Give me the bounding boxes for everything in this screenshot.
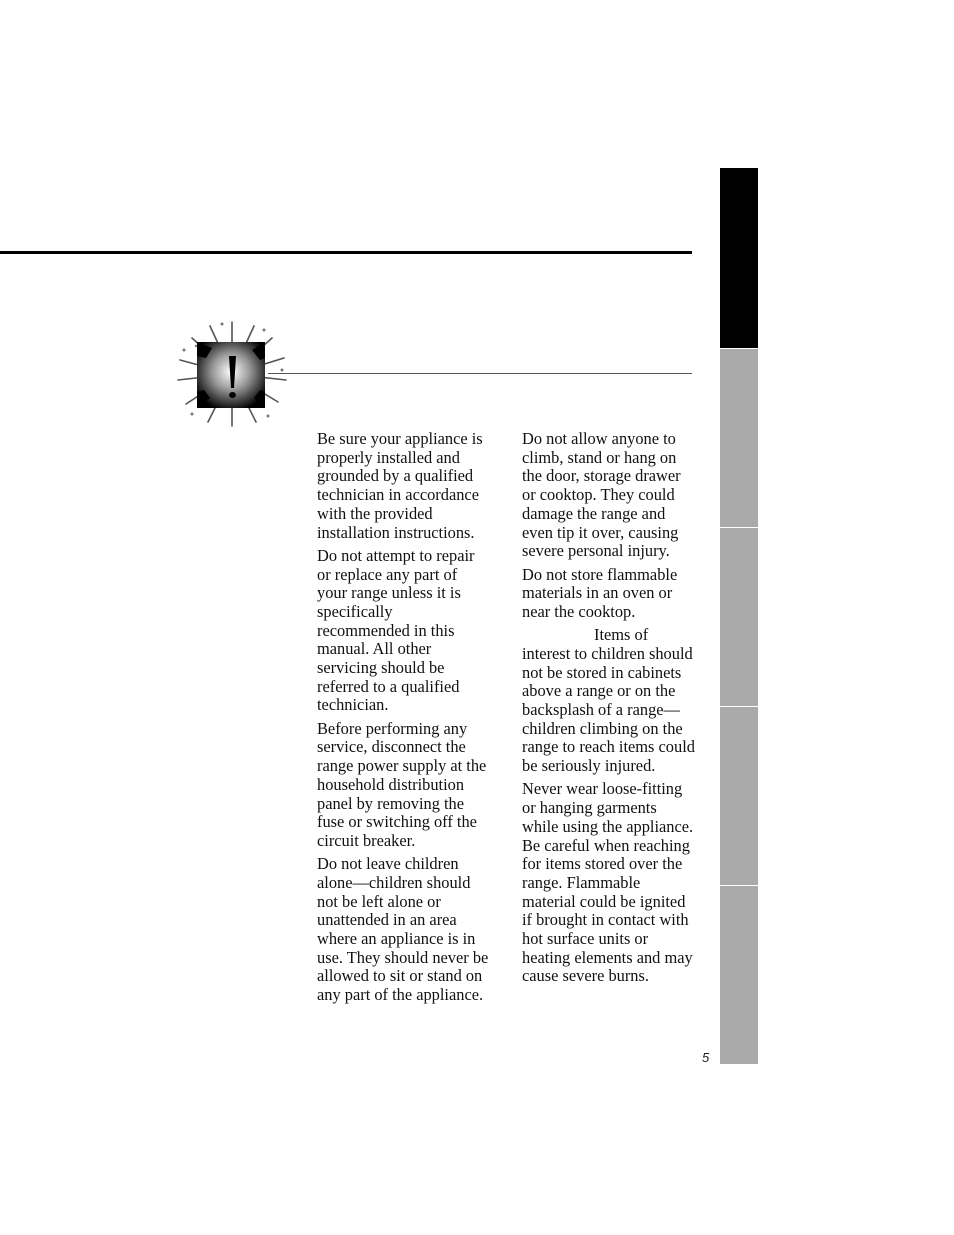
paragraph-items-of-interest xyxy=(522,626,697,776)
header-rule xyxy=(0,251,692,254)
right-column xyxy=(522,430,697,991)
paragraph-garments: Never wear loose-fitting or hanging garments while using the appliance. Be careful when reaching for items stored over the range. Flammable material could be ignited if brought in contact with hot surface units or heating elements and may cause severe burns. xyxy=(522,779,694,986)
paragraph-disconnect-power: Before performing any service, disconnect the range power supply at the household distribution panel by removing the fuse or switching off the circuit breaker. xyxy=(317,718,487,850)
section-rule xyxy=(268,373,692,374)
section-tab-2[interactable] xyxy=(720,348,758,527)
section-tab-5[interactable] xyxy=(720,885,758,1064)
page-number: 5 xyxy=(702,1050,710,1065)
paragraph-installation: Be sure your appliance is properly installed and grounded by a qualified technician in accordance with the provided installation instructions. xyxy=(317,429,483,542)
left-column xyxy=(317,430,489,1009)
paragraph-flammable-storage: Do not store flammable materials in an oven or near the cooktop. xyxy=(522,564,678,621)
section-tab-4[interactable] xyxy=(720,706,758,885)
paragraph-climbing: Do not allow anyone to climb, stand or hang on the door, storage drawer or cooktop. They could damage the range and even tip it over, causing severe personal injury. xyxy=(522,429,681,561)
section-tab-1[interactable] xyxy=(720,168,758,348)
section-tab-3[interactable] xyxy=(720,527,758,706)
paragraph-children-alone: Do not leave children alone—children should not be left alone or unattended in an area where an appliance is in use. They should never be allowed to sit or stand on any part of the appliance. xyxy=(317,854,489,1005)
section-tabs xyxy=(720,168,758,1064)
paragraph-repair: Do not attempt to repair or replace any part of your range unless it is specifically recommended in this manual. All other servicing should be referred to a qualified technician. xyxy=(317,545,475,715)
paragraph-items-of-interest-text: Items of interest to children should not be stored in cabinets above a range or on the backsplash of a range—children climbing on the range to reach items could be seriously injured. xyxy=(522,625,695,776)
warning-exclamation-icon xyxy=(172,318,292,430)
